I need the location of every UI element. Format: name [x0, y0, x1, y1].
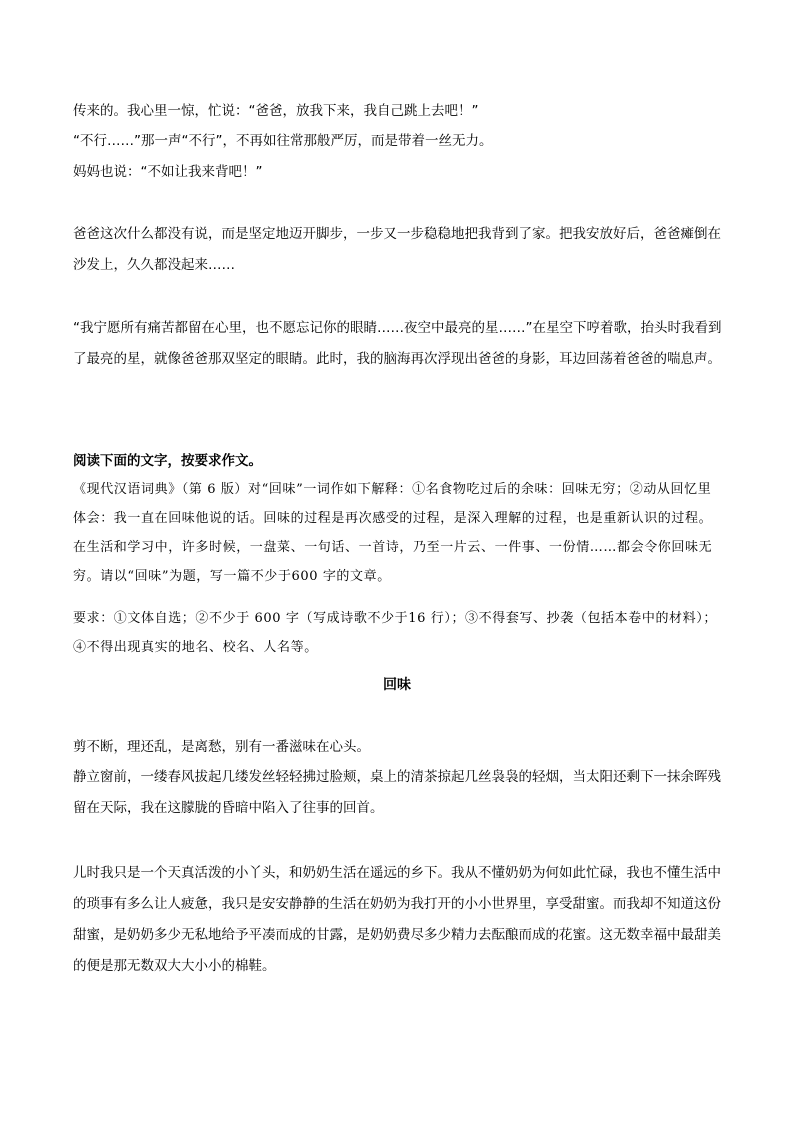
story-paragraph-5: “我宁愿所有痛苦都留在心里，也不愿忘记你的眼睛……夜空中最亮的星……”在星空下哼着歌，抬头时我看到了最亮的星，就像爸爸那双坚定的眼睛。此时，我的脑海再次浮现出爸爸的身影，耳边回荡着爸爸的喘息声。 — [73, 320, 722, 367]
prompt-body: 《现代汉语词典》（第 6 版）对“回味”一词作如下解释：①名食物吃过后的余味：回味无穷；②动从回忆里体会：我一直在回味他说的话。回味的过程是再次感受的过程，是深入理解的过程，也是重新认识的过程。在生活和学习中，许多时候，一盘菜、一句话、一首诗，乃至一片云、一件事、一份情……都会令你回味无穷。请以“回味”为题，写一篇不少于600 字的文章。 — [73, 482, 713, 584]
prompt-requirements: 要求：①文体自选；②不少于 600 字（写成诗歌不少于16 行）；③不得套写、抄袭（包括本卷中的材料）；④不得出现真实的地名、校名、人名等。 — [73, 611, 717, 655]
story-paragraph-4: 爸爸这次什么都没有说，而是坚定地迈开脚步，一步又一步稳稳地把我背到了家。把我安放好后，爸爸瘫倒在沙发上，久久都没起来…… — [73, 226, 721, 273]
essay-title: 回味 — [383, 677, 411, 693]
prompt-heading: 阅读下面的文字，按要求作文。 — [73, 453, 262, 469]
essay-paragraph-1: 剪不断，理还乱，是离愁，别有一番滋味在心头。 — [73, 739, 370, 755]
story-paragraph-3: 妈妈也说：“不如让我来背吧！” — [73, 164, 263, 180]
story-paragraph-2: “不行……”那一声“不行”，不再如往常那般严厉，而是带着一丝无力。 — [73, 133, 493, 149]
story-paragraph-1: 传来的。我心里一惊，忙说：“爸爸，放我下来，我自己跳上去吧！” — [73, 103, 479, 119]
essay-paragraph-2: 静立窗前，一缕春风拔起几缕发丝轻轻拂过脸颊，桌上的清茶掠起几丝袅袅的轻烟，当太阳还剩下一抹余晖残留在天际，我在这朦胧的昏暗中陷入了往事的回首。 — [73, 769, 721, 816]
essay-paragraph-3: 儿时我只是一个天真活泼的小丫头，和奶奶生活在遥远的乡下。我从不懂奶奶为何如此忙碌，我也不懂生活中的琐事有多么让人疲惫，我只是安安静静的生活在奶奶为我打开的小小世界里，享受甜蜜。而我却不知道这份甜蜜，是奶奶多少无私地给予平凑而成的甘露，是奶奶费尽多少精力去酝酿而成的花蜜。这无数幸福中最甜美的便是那无数双大大小小的棉鞋。 — [73, 865, 721, 974]
